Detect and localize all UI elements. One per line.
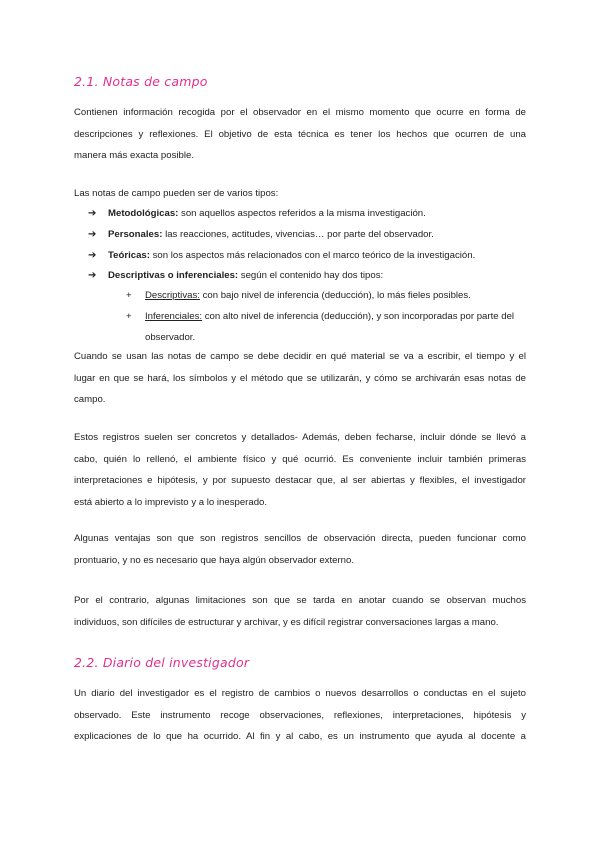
sub-list-item-text: con bajo nivel de inferencia (deducción), lo más fieles posibles.	[199, 290, 471, 301]
paragraph-usage	[74, 346, 526, 411]
sub-list-item-text: con alto nivel de inferencia (deducción), y son incorporadas por parte del observador.	[145, 311, 515, 343]
paragraph-definition	[74, 102, 526, 167]
paragraph-line: Contienen información recogida por el observador en el mismo momento que ocurre en forma de	[74, 107, 526, 118]
list-item-text: son aquellos aspectos referidos a la misma investigación.	[178, 208, 426, 219]
plus-icon: +	[126, 311, 132, 322]
section-heading-notas-de-campo: 2.1. Notas de campo	[74, 74, 208, 89]
arrow-right-icon: ➔	[88, 208, 97, 219]
sub-list-item-term: Inferenciales:	[145, 311, 203, 322]
list-item-term: Metodológicas:	[108, 208, 179, 219]
list-item-text: las reacciones, actitudes, vivencias… por parte del observador.	[162, 229, 434, 240]
paragraph-line: descripciones y reflexiones. El objetivo de esta técnica es tener los hechos que ocurren de una	[74, 128, 526, 140]
sub-list-item-inferenciales	[126, 306, 526, 348]
paragraph-line: Las notas de campo pueden ser de varios tipos:	[74, 188, 279, 199]
paragraph-records	[74, 427, 526, 513]
paragraph-line: Un diario del investigador es el registro de cambios o nuevos desarrollos o conductas en el sujeto	[74, 688, 526, 699]
paragraph-limitations	[74, 590, 526, 633]
arrow-right-icon: ➔	[88, 270, 97, 281]
arrow-right-icon: ➔	[88, 250, 97, 261]
list-item-text: según el contenido hay dos tipos:	[238, 270, 384, 281]
list-item-descriptivas-inferenciales	[88, 265, 383, 286]
paragraph-diary-definition	[74, 683, 526, 748]
paragraph-types-intro	[74, 183, 526, 205]
list-item-text: son los aspectos más relacionados con el marco teórico de la investigación.	[149, 250, 476, 261]
paragraph-line: observado. Este instrumento recoge observaciones, reflexiones, interpretaciones, hipótesis y	[74, 709, 526, 721]
paragraph-advantages	[74, 528, 526, 571]
list-item-term: Personales:	[108, 229, 163, 240]
paragraph-line: está abierto a lo imprevisto y a lo inesperado.	[74, 496, 268, 508]
list-item-personales	[88, 224, 434, 245]
paragraph-line: campo.	[74, 394, 106, 405]
paragraph-line: interpretaciones e hipótesis, y por supuesto destacar que, al ser abiertas y flexibles, el investigador	[74, 475, 526, 486]
list-item-teoricas	[88, 245, 475, 266]
sub-list-item-descriptivas	[126, 285, 526, 306]
paragraph-line: manera más exacta posible.	[74, 150, 194, 161]
sub-list-item-term: Descriptivas:	[145, 290, 200, 301]
paragraph-line: explicaciones de lo que ha ocurrido. Al fin y al cabo, es un instrumento que ayuda al docente a	[74, 731, 526, 742]
paragraph-line: Por el contrario, algunas limitaciones son que se tarda en anotar cuando se observan muchos	[74, 595, 526, 606]
paragraph-line: lugar en que se hará, los símbolos y el método que se utilizarán, y cómo se archivarán esas notas de	[74, 372, 526, 384]
paragraph-line: individuos, son difíciles de estructurar y archivar, y es difícil registrar conversaciones largas a mano.	[74, 616, 499, 628]
paragraph-line: Estos registros suelen ser concretos y detallados- Además, deben fecharse, incluir dónde se llevó a	[74, 432, 526, 443]
arrow-right-icon: ➔	[88, 229, 97, 240]
plus-icon: +	[126, 290, 132, 301]
paragraph-line: Cuando se usan las notas de campo se debe decidir en qué material se va a escribir, el tiempo y el	[74, 351, 526, 362]
paragraph-line: Algunas ventajas son que son registros sencillos de observación directa, pueden funcionar como	[74, 533, 526, 544]
list-item-term: Descriptivas o inferenciales:	[108, 270, 239, 281]
paragraph-line: cabo, quién lo rellenó, el ambiente físico y qué ocurrió. Es conveniente incluir también primeras	[74, 453, 526, 465]
section-heading-diario-del-investigador: 2.2. Diario del investigador	[74, 655, 250, 670]
list-item-metodologicas	[88, 203, 426, 224]
list-item-term: Teóricas:	[108, 250, 150, 261]
paragraph-line: prontuario, y no es necesario que haya algún observador externo.	[74, 554, 354, 566]
